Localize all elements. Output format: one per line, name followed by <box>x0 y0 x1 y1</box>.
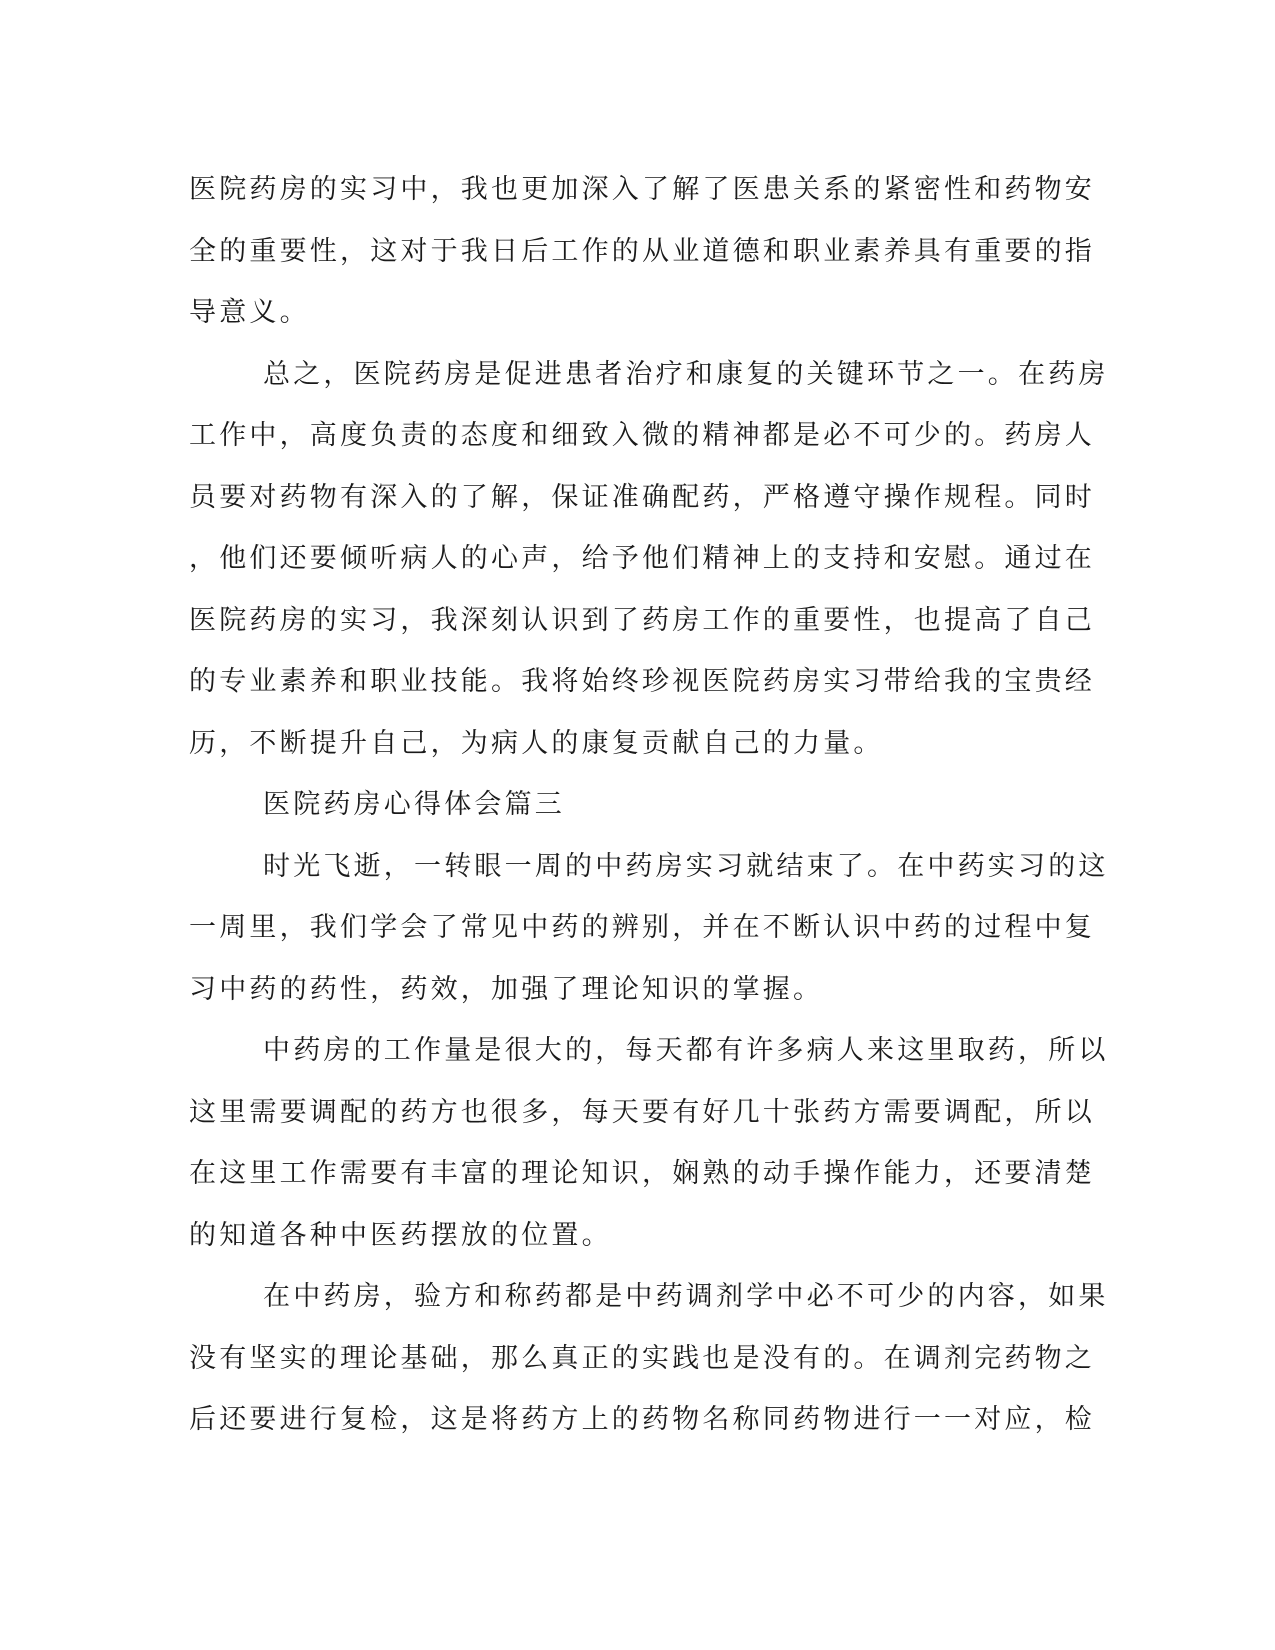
text-line-21: 后还要进行复检，这是将药方上的药物名称同药物进行一一对应，检 <box>189 1404 1095 1435</box>
text-line-6: 员要对药物有深入的了解，保证准确配药，严格遵守操作规程。同时 <box>189 481 1095 513</box>
text-line-9: 的专业素养和职业技能。我将始终珍视医院药房实习带给我的宝贵经 <box>189 666 1095 697</box>
text-line-12: 时光飞逝，一转眼一周的中药房实习就结束了。在中药实习的这 <box>263 850 1109 882</box>
text-line-14: 习中药的药性，药效，加强了理论知识的掌握。 <box>189 973 824 1005</box>
text-line-17: 在这里工作需要有丰富的理论知识，娴熟的动手操作能力，还要清楚 <box>189 1158 1095 1189</box>
text-line-13: 一周里，我们学会了常见中药的辨别，并在不断认识中药的过程中复 <box>189 912 1095 943</box>
text-line-7: ，他们还要倾听病人的心声，给予他们精神上的支持和安慰。通过在 <box>189 543 1095 574</box>
text-line-15: 中药房的工作量是很大的，每天都有许多病人来这里取药，所以 <box>263 1035 1109 1066</box>
text-line-20: 没有坚实的理论基础，那么真正的实践也是没有的。在调剂完药物之 <box>189 1342 1095 1374</box>
text-line-3: 导意义。 <box>189 297 310 328</box>
text-line-1: 医院药房的实习中，我也更加深入了解了医患关系的紧密性和药物安 <box>189 174 1095 205</box>
text-line-4: 总之，医院药房是促进患者治疗和康复的关键环节之一。在药房 <box>263 358 1109 390</box>
text-line-16: 这里需要调配的药方也很多，每天要有好几十张药方需要调配，所以 <box>189 1096 1095 1128</box>
text-line-10: 历，不断提升自己，为病人的康复贡献自己的力量。 <box>189 727 884 759</box>
text-line-8: 医院药房的实习，我深刻认识到了药房工作的重要性，也提高了自己 <box>189 604 1095 636</box>
document-body <box>189 159 1109 1451</box>
text-line-2: 全的重要性，这对于我日后工作的从业道德和职业素养具有重要的指 <box>189 235 1095 267</box>
text-line-18: 的知道各种中医药摆放的位置。 <box>189 1219 612 1251</box>
text-line-19: 在中药房，验方和称药都是中药调剂学中必不可少的内容，如果 <box>263 1281 1109 1312</box>
text-line-5: 工作中，高度负责的态度和细致入微的精神都是必不可少的。药房人 <box>189 420 1095 451</box>
section-heading: 医院药房心得体会篇三 <box>263 789 565 820</box>
